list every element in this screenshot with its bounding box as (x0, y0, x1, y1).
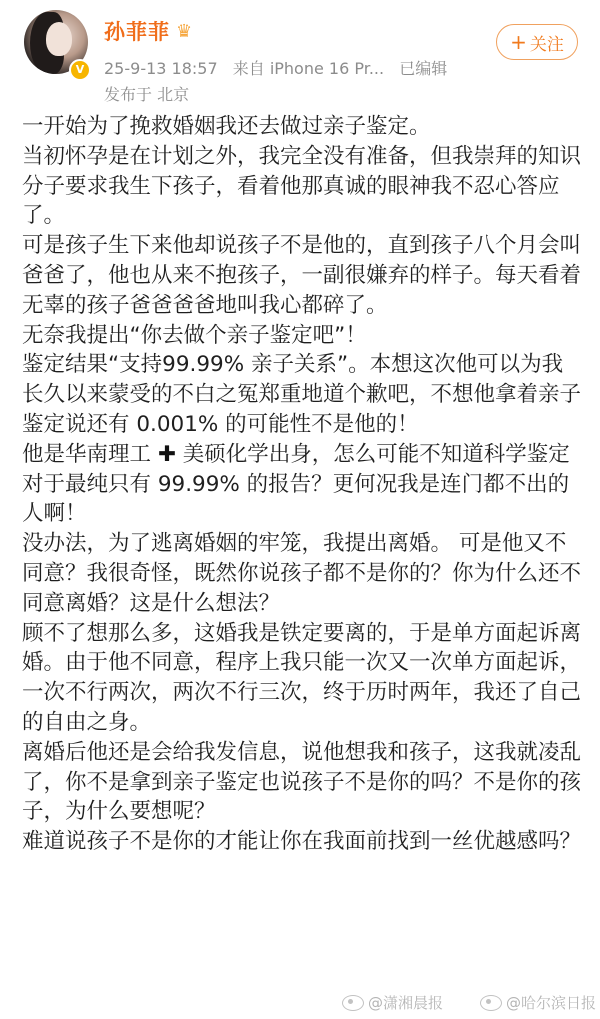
paragraph: 鉴定结果“支持99.99% 亲子关系”。本想这次他可以为我长久以来蒙受的不白之冤郑重地道个歉吧，不想他拿着亲子鉴定说还有 0.001% 的可能性不是他的！ (22, 352, 582, 437)
user-name[interactable]: 孙菲菲 (104, 20, 170, 44)
heavy-plus-icon: ✚ (157, 441, 176, 467)
watermark-text: @哈尔滨日报 (506, 994, 597, 1012)
paragraph: 当初怀孕是在计划之外，我完全没有准备，但我崇拜的知识分子要求我生下孩子，看着他那真诚的眼神我不忍心答应了。 (22, 143, 582, 229)
edited-label[interactable]: 已编辑 (399, 59, 448, 78)
follow-button[interactable] (496, 24, 578, 60)
name-row (104, 16, 192, 46)
post-meta (104, 56, 457, 79)
post-body (22, 112, 582, 857)
paragraph: 没办法，为了逃离婚姻的牢笼，我提出离婚。 可是他又不同意？我很奇怪，既然你说孩子都不是你的？你为什么还不同意离婚？这是什么想法？ (22, 531, 582, 616)
education-text-before: 他是华南理工 (22, 441, 152, 467)
weibo-logo-icon (342, 995, 364, 1011)
post-header (0, 0, 600, 112)
paragraph: 一开始为了挽救婚姻我还去做过亲子鉴定。 (22, 114, 431, 139)
education-text-after: 美硕化学出身，怎么可能不知道科学鉴定对于最纯只有 99.99% 的报告？更何况我是连门都不出的人啊！ (22, 441, 570, 527)
crown-icon: ♛ (176, 20, 193, 42)
watermark-text: @潇湘晨报 (368, 994, 444, 1012)
weibo-logo-icon (480, 995, 502, 1011)
follow-button-label: 关注 (529, 34, 564, 55)
post-location: 发布于 北京 (104, 85, 190, 104)
verified-badge-icon: V (69, 59, 91, 81)
paragraph-education (22, 440, 582, 529)
post-source: 来自 iPhone 16 Pr... (232, 59, 385, 78)
post-timestamp: 25-9-13 18:57 (104, 59, 218, 78)
watermark (480, 992, 596, 1013)
paragraph: 无奈我提出“你去做个亲子鉴定吧”！ (22, 322, 367, 348)
watermark (342, 992, 443, 1013)
paragraph: 顾不了想那么多，这婚我是铁定要离的，于是单方面起诉离婚。由于他不同意，程序上我只能一次又一次单方面起诉，一次不行两次，两次不行三次，终于历时两年，我还了自己的自由之身。 (22, 620, 582, 735)
paragraph: 难道说孩子不是你的才能让你在我面前找到一丝优越感吗？ (22, 829, 582, 855)
avatar-face (46, 22, 72, 56)
plus-icon: + (510, 30, 527, 54)
paragraph: 可是孩子生下来他却说孩子不是他的，直到孩子八个月会叫爸爸了，他也从来不抱孩子，一副很嫌弃的样子。每天看着无辜的孩子爸爸爸爸地叫我心都碎了。 (22, 233, 582, 318)
paragraph: 离婚后他还是会给我发信息，说他想我和孩子，这我就凌乱了，你不是拿到亲子鉴定也说孩子不是你的吗？不是你的孩子，为什么要想呢？ (22, 739, 582, 825)
